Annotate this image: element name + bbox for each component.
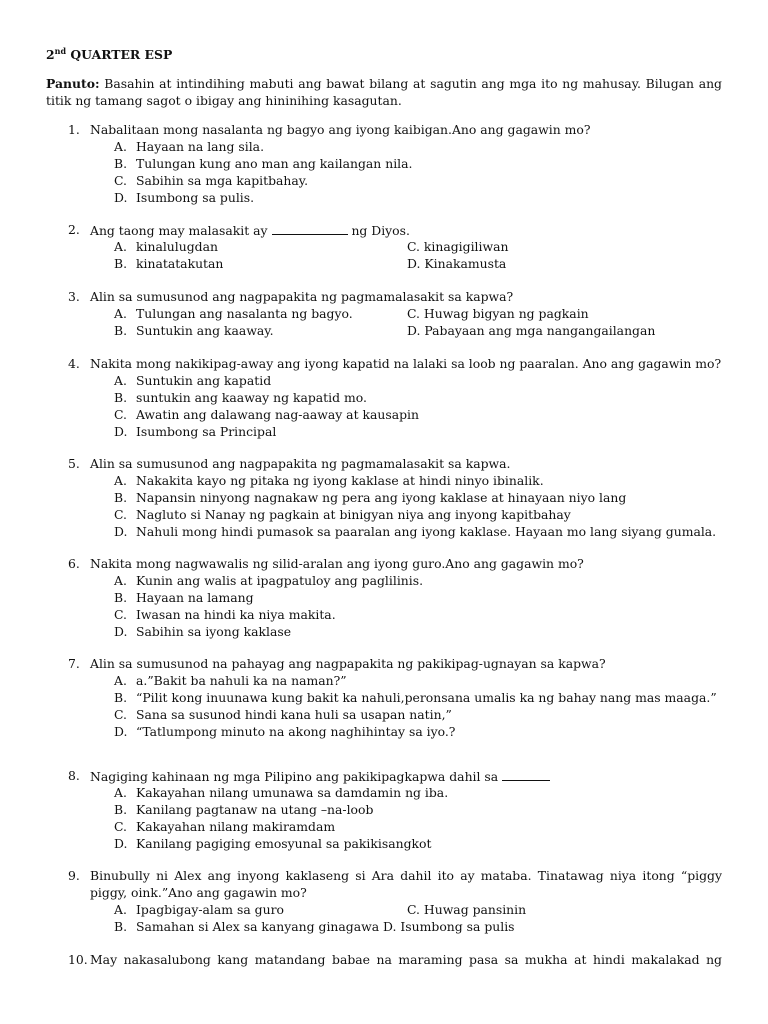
option-text: Tulungan kung ano man ang kailangan nila. [136, 156, 413, 171]
option-letter: C. [114, 819, 127, 834]
option-letter: B. [114, 323, 128, 338]
question-text-before: Nagiging kahinaan ng mga Pilipino ang pakikipagkapwa dahil sa [90, 769, 503, 784]
page-title [46, 47, 172, 64]
option-text: C. kinagigiliwan [407, 239, 509, 254]
answer-blank[interactable] [502, 768, 550, 781]
option-letter: D. [114, 724, 128, 739]
option-letter: C. [114, 707, 127, 722]
option-text: Samahan si Alex sa kanyang ginagawa D. Isumbong sa pulis [136, 919, 515, 934]
question-text: Alin sa sumusunod ang nagpapakita ng pagmamalasakit sa kapwa? [90, 289, 514, 304]
option-text: Nagluto si Nanay ng pagkain at binigyan niya ang inyong kapitbahay [136, 507, 571, 522]
question-text: Nakita mong nakikipag-away ang iyong kapatid na lalaki sa loob ng paaralan. Ano ang gagawin mo? [90, 356, 722, 371]
option-letter: B. [114, 690, 128, 705]
instructions [46, 76, 722, 110]
option-text: Kunin ang walis at ipagpatuloy ang paglilinis. [136, 573, 424, 588]
option-text: Hayaan na lamang [136, 590, 254, 605]
title-superscript: nd [54, 46, 67, 56]
option-letter: D. [114, 524, 128, 539]
option-letter: D. [114, 190, 128, 205]
option-letter: C. [114, 407, 127, 422]
option-text: D. Pabayaan ang mga nangangailangan [407, 323, 656, 338]
question-text: Alin sa sumusunod na pahayag ang nagpapakita ng pakikipag-ugnayan sa kapwa? [90, 656, 606, 671]
option-text: Sana sa susunod hindi kana huli sa usapan natin,” [136, 707, 452, 722]
option-letter: D. [114, 836, 128, 851]
option-letter: A. [114, 239, 127, 254]
question-number: 9. [68, 868, 80, 883]
option-c[interactable] [407, 306, 589, 323]
option-letter: B. [114, 390, 128, 405]
option-text: Kanilang pagiging emosyunal sa pakikisangkot [136, 836, 432, 851]
option-text: Awatin ang dalawang nag-aaway at kausapin [136, 407, 419, 422]
question-number: 3. [68, 289, 80, 304]
option-letter: A. [114, 785, 127, 800]
question-text-before: Ang taong may malasakit ay [90, 223, 272, 238]
option-text: D. Kinakamusta [407, 256, 507, 271]
option-text: kinatatakutan [136, 256, 224, 271]
question-number: 1. [68, 122, 80, 137]
option-letter: A. [114, 306, 127, 321]
question-number: 5. [68, 456, 80, 471]
option-d[interactable] [407, 256, 506, 273]
option-text: Sabihin sa mga kapitbahay. [136, 173, 309, 188]
option-text: Suntukin ang kaaway. [136, 323, 274, 338]
option-letter: A. [114, 473, 127, 488]
option-letter: B. [114, 490, 128, 505]
answer-blank[interactable] [272, 222, 348, 235]
option-letter: B. [114, 156, 128, 171]
option-text: Napansin ninyong nagnakaw ng pera ang iyong kaklase at hinayaan niyo lang [136, 490, 627, 505]
question-number: 10. [68, 952, 88, 967]
option-letter: B. [114, 256, 128, 271]
option-letter: C. [114, 173, 127, 188]
question-text-after: ng Diyos. [347, 223, 410, 238]
option-letter: C. [114, 507, 127, 522]
question-text: Alin sa sumusunod ang nagpapakita ng pagmamalasakit sa kapwa. [90, 456, 511, 471]
option-text: Sabihin sa iyong kaklase [136, 624, 292, 639]
option-letter: B. [114, 590, 128, 605]
title-text: QUARTER ESP [66, 47, 173, 62]
option-text: Iwasan na hindi ka niya makita. [136, 607, 336, 622]
option-text: Ipagbigay-alam sa guro [136, 902, 284, 917]
option-text: Nakakita kayo ng pitaka ng iyong kaklase at hindi ninyo ibinalik. [136, 473, 544, 488]
question-number: 7. [68, 656, 80, 671]
option-text: suntukin ang kaaway ng kapatid mo. [136, 390, 367, 405]
question-text: Nabalitaan mong nasalanta ng bagyo ang iyong kaibigan.Ano ang gagawin mo? [90, 122, 591, 137]
option-letter: C. [114, 607, 127, 622]
option-d[interactable] [407, 323, 655, 340]
option-text: Isumbong sa pulis. [136, 190, 255, 205]
question-number: 4. [68, 356, 80, 371]
option-c[interactable] [407, 239, 508, 256]
option-letter: A. [114, 573, 127, 588]
option-text: C. Huwag bigyan ng pagkain [407, 306, 589, 321]
option-text: Nahuli mong hindi pumasok sa paaralan ang iyong kaklase. Hayaan mo lang siyang gumala. [136, 524, 717, 539]
option-text: Isumbong sa Principal [136, 424, 277, 439]
option-text: “Tatlumpong minuto na akong naghihintay sa iyo.? [136, 724, 456, 739]
option-text: Tulungan ang nasalanta ng bagyo. [136, 306, 353, 321]
question-text: May nakasalubong kang matandang babae na maraming pasa sa mukha at hindi makalakad ng [90, 952, 722, 967]
option-letter: B. [114, 919, 128, 934]
option-letter: B. [114, 802, 128, 817]
option-text: “Pilit kong inuunawa kung bakit ka nahuli,peronsana umalis ka ng bahay nang mas maaga.” [136, 690, 717, 705]
option-letter: A. [114, 673, 127, 688]
option-c[interactable] [407, 902, 526, 919]
instructions-text: Basahin at intindihing mabuti ang bawat bilang at sagutin ang mga ito ng mahusay. Bilugan ang titik ng tamang sagot o ibigay ang hininihing kasagutan. [46, 76, 722, 108]
option-text: kinalulugdan [136, 239, 218, 254]
question-number: 6. [68, 556, 80, 571]
option-text: Kakayahan nilang makiramdam [136, 819, 336, 834]
option-text: Kakayahan nilang umunawa sa damdamin ng iba. [136, 785, 449, 800]
title-number: 2 [46, 47, 55, 62]
option-letter: D. [114, 424, 128, 439]
question-text [90, 222, 722, 240]
option-letter: A. [114, 139, 127, 154]
question-text: Binubully ni Alex ang inyong kaklaseng si Ara dahil ito ay mataba. Tinatawag niya itong “piggy piggy, oink.”Ano ang gagawin mo? [90, 868, 722, 900]
option-text: C. Huwag pansinin [407, 902, 527, 917]
question-number: 8. [68, 768, 80, 783]
instructions-label: Panuto: [46, 76, 100, 91]
option-text: Kanilang pagtanaw na utang –na-loob [136, 802, 374, 817]
option-letter: D. [114, 624, 128, 639]
question-text: Nakita mong nagwawalis ng silid-aralan ang iyong guro.Ano ang gagawin mo? [90, 556, 584, 571]
option-text: Hayaan na lang sila. [136, 139, 265, 154]
option-letter: A. [114, 373, 127, 388]
option-text: Suntukin ang kapatid [136, 373, 272, 388]
option-letter: A. [114, 902, 127, 917]
question-text [90, 768, 722, 786]
option-text: a.”Bakit ba nahuli ka na naman?” [136, 673, 347, 688]
question-number: 2. [68, 222, 80, 237]
